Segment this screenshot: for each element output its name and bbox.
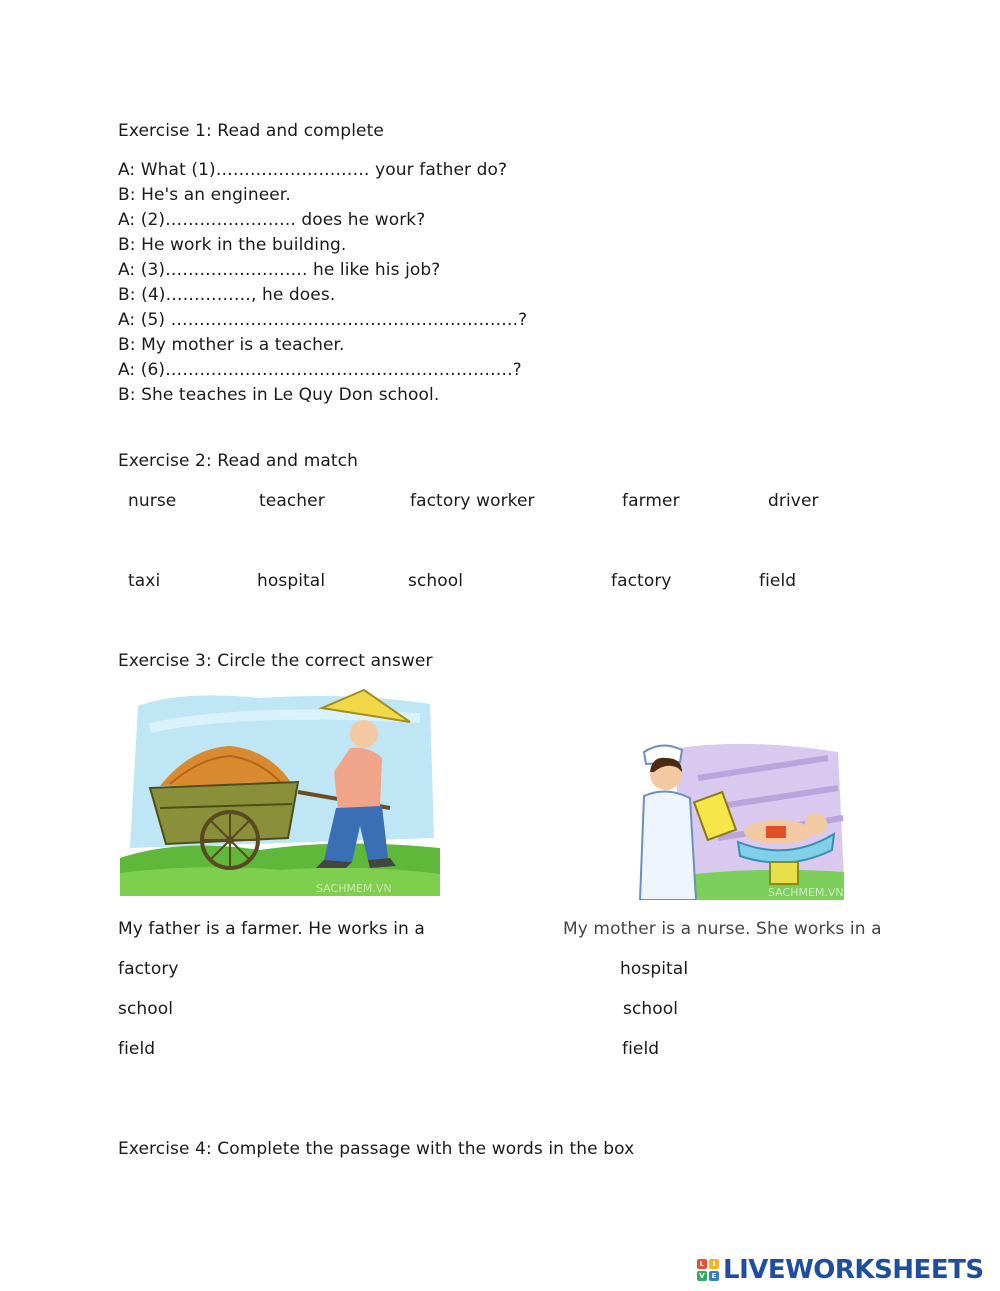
exercise-3-title: Exercise 3: Circle the correct answer	[118, 651, 433, 671]
nurse-option-school[interactable]: school	[623, 999, 679, 1019]
match-place-field[interactable]: field	[759, 571, 797, 591]
exercise-2-title: Exercise 2: Read and match	[118, 451, 358, 471]
match-place-taxi[interactable]: taxi	[128, 571, 161, 591]
match-job-factory-worker[interactable]: factory worker	[410, 491, 535, 511]
watermark-text-right: SACHMEM.VN	[768, 886, 844, 899]
match-place-hospital[interactable]: hospital	[257, 571, 326, 591]
logo-text: LIVEWORKSHEETS	[723, 1255, 984, 1285]
dialogue-line-8: B: My mother is a teacher.	[118, 335, 345, 355]
dialogue-line-2: B: He's an engineer.	[118, 185, 291, 205]
dialogue-line-6: B: (4)……………, he does.	[118, 285, 336, 305]
match-job-nurse[interactable]: nurse	[128, 491, 177, 511]
dialogue-line-3: A: (2)………………….. does he work?	[118, 210, 426, 230]
match-place-factory[interactable]: factory	[611, 571, 672, 591]
exercise-4-title: Exercise 4: Complete the passage with the words in the box	[118, 1139, 635, 1159]
nurse-illustration	[638, 738, 848, 900]
nurse-sentence: My mother is a nurse. She works in a	[563, 919, 882, 939]
match-job-teacher[interactable]: teacher	[259, 491, 325, 511]
watermark-text-left: SACHMEM.VN	[316, 882, 392, 895]
dialogue-line-9: A: (6)…………………………………………………….?	[118, 360, 522, 380]
liveworksheets-logo	[697, 1254, 984, 1286]
nurse-option-hospital[interactable]: hospital	[620, 959, 689, 979]
farmer-sentence: My father is a farmer. He works in a	[118, 919, 425, 939]
dialogue-line-4: B: He work in the building.	[118, 235, 347, 255]
match-job-driver[interactable]: driver	[768, 491, 819, 511]
dialogue-line-7: A: (5) …………………………………………………….?	[118, 310, 528, 330]
farmer-option-factory[interactable]: factory	[118, 959, 179, 979]
nurse-option-field[interactable]: field	[622, 1039, 660, 1059]
logo-tiles-icon: L I V E	[697, 1259, 719, 1281]
exercise-1-title: Exercise 1: Read and complete	[118, 121, 384, 141]
farmer-option-field[interactable]: field	[118, 1039, 156, 1059]
farmer-option-school[interactable]: school	[118, 999, 174, 1019]
match-job-farmer[interactable]: farmer	[622, 491, 680, 511]
dialogue-line-1: A: What (1)……………………… your father do?	[118, 160, 508, 180]
dialogue-line-5: A: (3)……………………. he like his job?	[118, 260, 441, 280]
dialogue-line-10: B: She teaches in Le Quy Don school.	[118, 385, 440, 405]
farmer-illustration	[120, 688, 440, 896]
match-place-school[interactable]: school	[408, 571, 464, 591]
